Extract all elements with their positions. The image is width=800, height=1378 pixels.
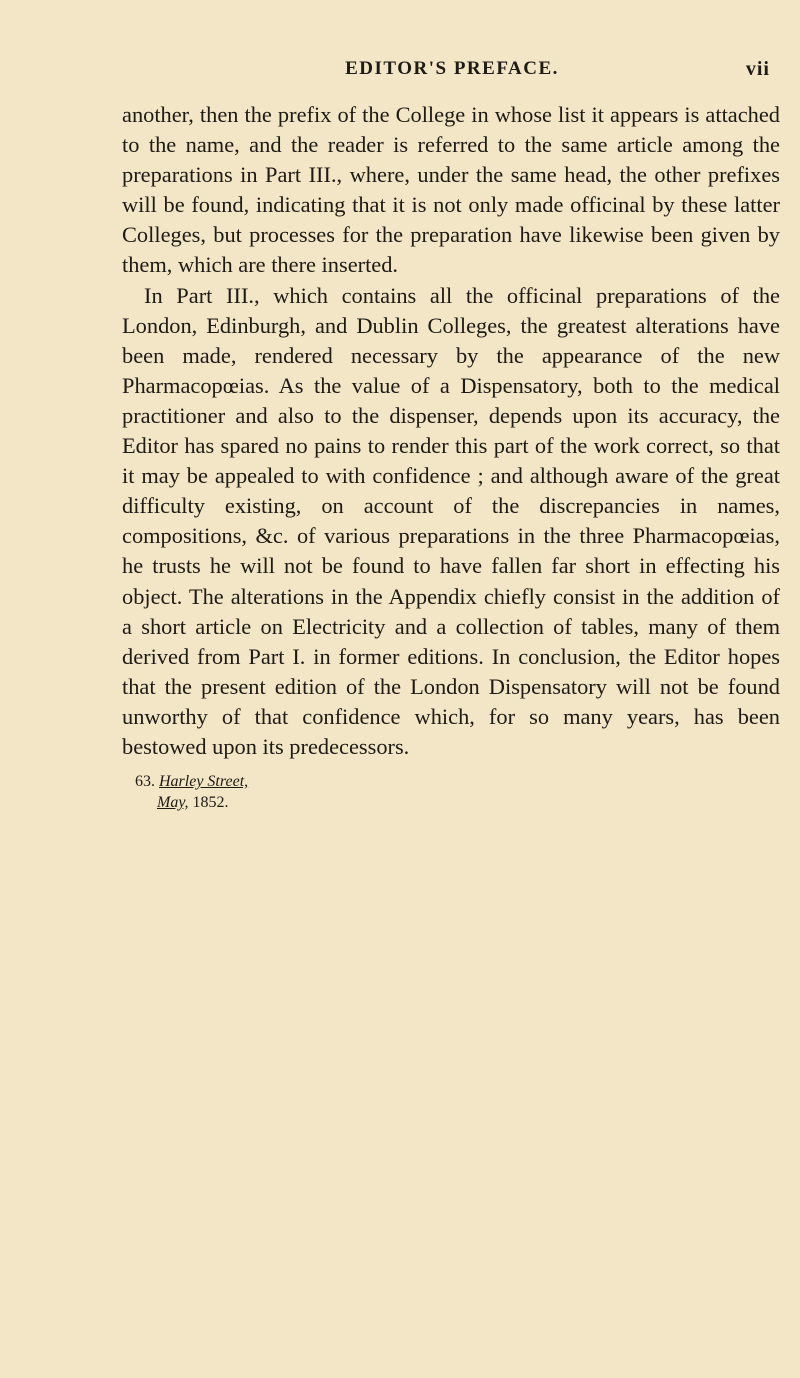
page-number: vii	[745, 58, 770, 80]
street-number: 63.	[135, 773, 155, 790]
date-month: May,	[157, 794, 189, 811]
street-name: Harley Street,	[159, 773, 249, 790]
running-title: EDITOR'S PREFACE.	[345, 58, 559, 79]
paragraph-continuation: another, then the prefix of the College in whose list it appears is attached to the name, and the reader is referred to the same article among the preparations in Part III., where, under the same head, the other prefixes will be found, indicating that it is not only made officinal by these latter Colleges, but processes for the preparation have likewise been given by them, which are there inserted.	[122, 102, 780, 278]
paragraph-part-three: In Part III., which contains all the officinal preparations of the London, Edinburgh, and Dublin Colleges, the greatest alterations have been made, rendered necessary by the appearance of the new Pharmacopœias. As the value of a Dispensatory, both to the medical practitioner and also to the dispenser, depends upon its accuracy, the Editor has spared no pains to render this part of the work correct, so that it may be appealed to with confidence ; and although aware of the great difficulty existing, on account of the discrepancies in names, compositions, &c. of various preparations in the three Pharmacopœias, he trusts he will not be found to have fallen far short in effecting his object. The alterations in the Appendix chiefly consist in the addition of a short article on Electricity and a collection of tables, many of them derived from Part I. in former editions. In conclusion, the Editor hopes that the present edition of the London Dispensatory will not be found unworthy of that confidence which, for so many years, has been bestowed upon its predecessors.	[122, 282, 780, 759]
signature-date	[135, 792, 248, 813]
body-text	[122, 100, 780, 762]
signature-address	[135, 771, 248, 792]
running-head	[122, 58, 782, 88]
signature-block	[135, 771, 248, 813]
date-year: 1852.	[192, 794, 229, 811]
